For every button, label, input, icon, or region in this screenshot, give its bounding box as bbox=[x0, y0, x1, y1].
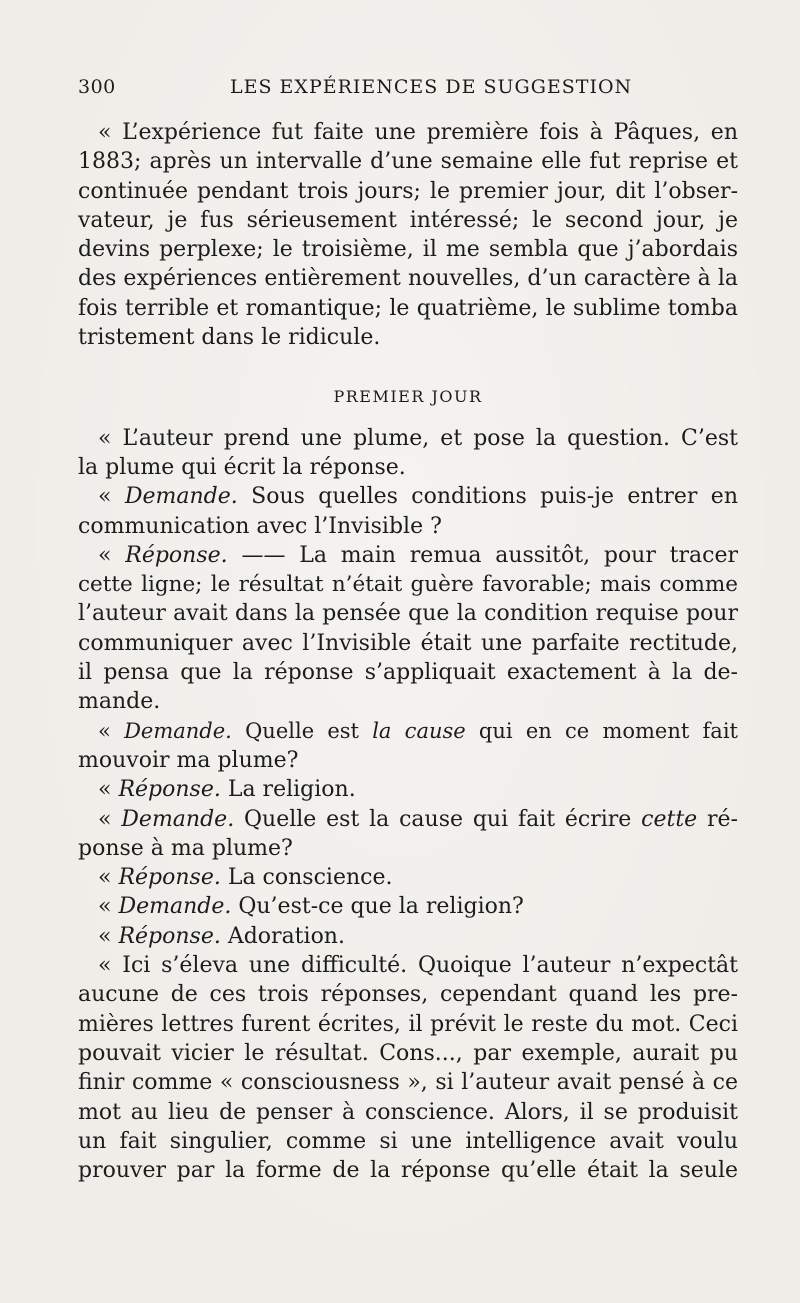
section-title: PREMIER JOUR bbox=[333, 387, 483, 407]
dialogue-label: Demande. bbox=[124, 718, 232, 743]
running-title: LES EXPÉRIENCES DE SUGGESTION bbox=[230, 76, 633, 98]
quote-mark: « bbox=[98, 923, 119, 949]
text-fragment: Sous quelles conditions puis-je entrer en bbox=[237, 484, 738, 510]
dialogue-label: Demande. bbox=[124, 484, 238, 510]
text-line: « L’expérience fut faite une première fois à Pâques, en bbox=[98, 120, 738, 145]
text-fragment: —— La main remua aussitôt, pour tracer bbox=[227, 542, 738, 568]
text-line: ponse à ma plume? bbox=[78, 835, 293, 861]
quote-mark: « bbox=[98, 484, 125, 510]
text-fragment: Quelle est bbox=[231, 718, 373, 743]
text-fragment: Adoration. bbox=[220, 923, 345, 949]
quote-mark: « bbox=[98, 542, 126, 568]
text-line: mières lettres furent écrites, il prévit le reste du mot. Ceci bbox=[78, 1011, 738, 1037]
text-line: l’auteur avait dans la pensée que la condition requise pour bbox=[78, 601, 738, 627]
text-line: cette ligne; le résultat n’était guère favorable; mais comme bbox=[78, 572, 738, 598]
text-line: tristement dans le ridicule. bbox=[78, 325, 381, 351]
text-line bbox=[78, 863, 738, 892]
text-line: mouvoir ma plume? bbox=[78, 747, 299, 773]
text-fragment: Quelle est la cause qui fait écrire bbox=[234, 806, 642, 832]
text-line: prouver par la forme de la réponse qu’elle était la seule bbox=[78, 1158, 738, 1184]
text-line bbox=[78, 775, 738, 804]
emphasis: cette bbox=[641, 806, 698, 832]
text-line bbox=[78, 717, 738, 746]
text-fragment: La conscience. bbox=[220, 865, 393, 891]
text-line bbox=[78, 892, 738, 921]
quote-mark: « bbox=[98, 806, 122, 832]
text-line: pouvait vicier le résultat. Cons..., par exemple, aurait pu bbox=[78, 1040, 738, 1066]
text-line bbox=[78, 482, 738, 511]
text-line: mot au lieu de penser à conscience. Alors, il se produisit bbox=[78, 1099, 738, 1125]
text-line: continuée pendant trois jours; le premier jour, dit l’obser- bbox=[78, 178, 738, 204]
dialogue-label: Réponse. bbox=[118, 777, 221, 803]
quote-mark: « bbox=[98, 894, 119, 920]
text-line: 1883; après un intervalle d’une semaine elle fut reprise et bbox=[78, 149, 738, 175]
text-line bbox=[78, 922, 738, 951]
text-line bbox=[78, 541, 738, 570]
quote-mark: « bbox=[98, 718, 125, 743]
text-line: aucune de ces trois réponses, cependant quand les pre- bbox=[78, 982, 738, 1008]
text-fragment: qui en ce moment fait bbox=[465, 718, 738, 743]
page-header bbox=[78, 76, 738, 106]
text-line: fois terrible et romantique; le quatrième, le sublime tomba bbox=[78, 295, 738, 321]
page-body bbox=[78, 118, 738, 1185]
text-line: il pensa que la réponse s’appliquait exactement à la de- bbox=[78, 660, 738, 686]
text-line: « Ici s’éleva une difficulté. Quoique l’auteur n’expectât bbox=[98, 953, 738, 979]
text-fragment: La religion. bbox=[220, 777, 356, 803]
text-line: mande. bbox=[78, 689, 161, 715]
text-line: un fait singulier, comme si une intelligence avait voulu bbox=[78, 1128, 738, 1154]
text-line: communication avec l’Invisible ? bbox=[78, 513, 442, 539]
page-number: 300 bbox=[78, 76, 116, 98]
dialogue-label: Demande. bbox=[121, 806, 235, 832]
text-line: vateur, je fus sérieusement intéressé; le second jour, je bbox=[78, 207, 738, 233]
text-fragment: Qu’est-ce que la religion? bbox=[231, 894, 524, 920]
text-line bbox=[78, 805, 738, 834]
quote-mark: « bbox=[98, 865, 119, 891]
dialogue-label: Réponse. bbox=[125, 542, 228, 568]
text-line: devins perplexe; le troisième, il me sembla que j’abordais bbox=[78, 237, 738, 263]
quote-mark: « bbox=[98, 777, 119, 803]
text-fragment: ré- bbox=[697, 806, 738, 832]
text-line: communiquer avec l’Invisible était une parfaite rectitude, bbox=[78, 630, 738, 656]
dialogue-label: Réponse. bbox=[118, 865, 221, 891]
text-line: des expériences entièrement nouvelles, d’un caractère à la bbox=[78, 266, 738, 292]
dialogue-label: Demande. bbox=[118, 894, 232, 920]
emphasis: la cause bbox=[372, 718, 466, 743]
text-line: la plume qui écrit la réponse. bbox=[78, 454, 406, 480]
dialogue-label: Réponse. bbox=[118, 923, 221, 949]
text-line: finir comme « consciousness », si l’auteur avait pensé à ce bbox=[78, 1070, 738, 1096]
text-line: « L’auteur prend une plume, et pose la question. C’est bbox=[98, 425, 738, 451]
